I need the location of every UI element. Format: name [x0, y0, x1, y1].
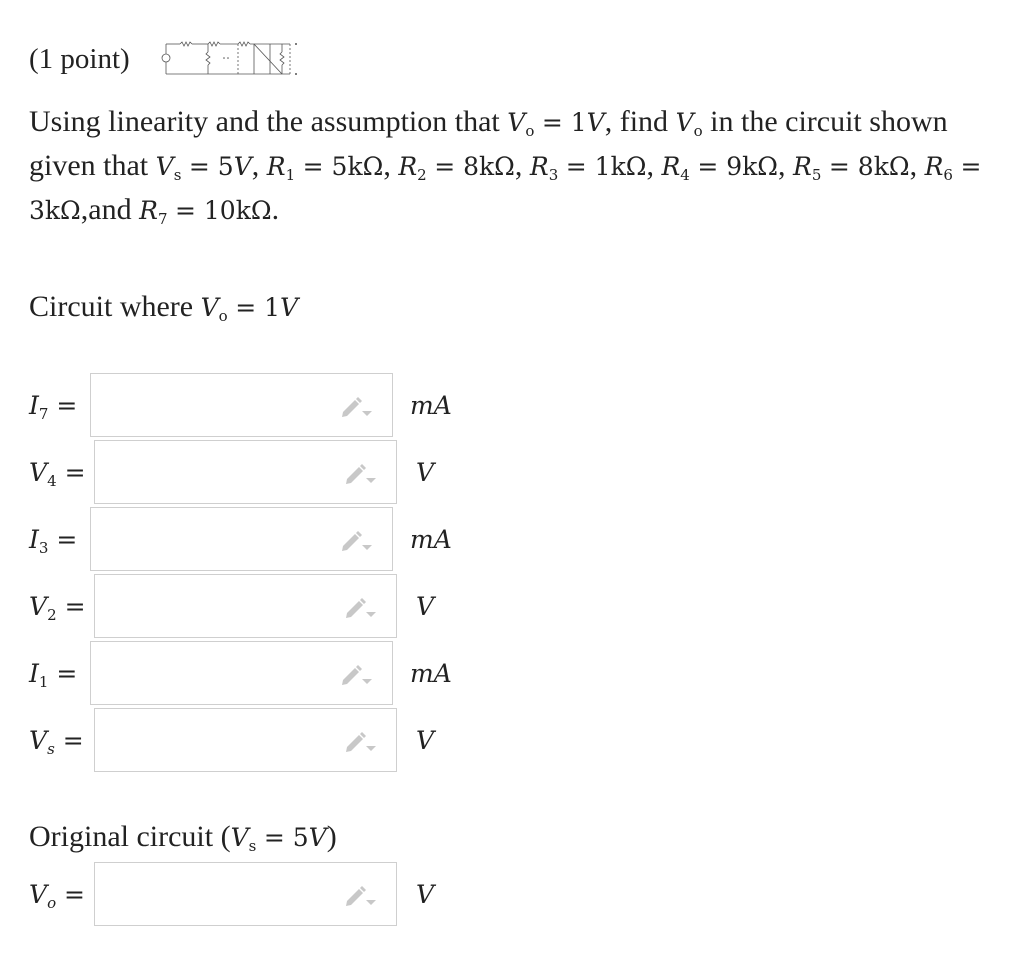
answer-input[interactable]	[90, 373, 393, 437]
vs-symbol: $V_s$	[155, 152, 182, 184]
pencil-dropdown-icon[interactable]	[340, 529, 372, 555]
r6-symbol: $R_6$	[924, 152, 953, 184]
unit-v: V	[586, 108, 605, 137]
pencil-dropdown-icon[interactable]	[344, 462, 376, 488]
answer-label: $V_4$ =	[29, 458, 86, 490]
vo-symbol: $V_o$	[507, 108, 535, 140]
pencil-dropdown-icon[interactable]	[340, 663, 372, 689]
pencil-dropdown-icon[interactable]	[340, 395, 372, 421]
vs-value: = 5	[188, 152, 234, 181]
r2-symbol: $R_2$	[398, 152, 427, 184]
answer-label: $V_s$ =	[29, 726, 84, 758]
answer-row	[0, 641, 560, 707]
r3-value: = 1kΩ	[565, 152, 647, 181]
answer-row	[0, 708, 560, 774]
points-label: (1 point)	[29, 42, 130, 75]
unit-v-2: V	[233, 152, 252, 181]
answer-unit: mA	[410, 659, 452, 688]
answer-row	[0, 373, 560, 439]
r7-value: = 10kΩ	[175, 196, 272, 225]
vo-symbol-3: $V_o$	[200, 293, 228, 325]
section-title-original: Original circuit $(V_s = 5V)$	[29, 820, 337, 855]
answer-label: $I_3$ =	[29, 525, 78, 557]
r2-value: = 8kΩ	[434, 152, 515, 181]
vs-symbol-2: $V_s$	[230, 823, 257, 855]
answer-label: $I_7$ =	[29, 391, 78, 423]
answer-unit: mA	[410, 525, 452, 554]
answer-label-vo: $V_o$ =	[29, 880, 85, 912]
r5-value: = 8kΩ	[828, 152, 910, 181]
answer-label: $V_2$ =	[29, 592, 86, 624]
answer-unit-vo: V	[416, 880, 435, 909]
r7-symbol: $R_7$	[139, 196, 168, 228]
mid-text-2: in the circuit shown given that	[29, 105, 948, 182]
r4-value: = 9kΩ	[697, 152, 779, 181]
vo-symbol-2: $V_o$	[675, 108, 703, 140]
answer-input[interactable]	[90, 507, 393, 571]
intro-text: Using linearity and the assumption that	[29, 105, 500, 138]
r4-symbol: $R_4$	[661, 152, 690, 184]
problem-header	[29, 34, 308, 84]
answer-row	[0, 507, 560, 573]
answer-row	[0, 574, 560, 640]
answer-unit: V	[416, 592, 435, 621]
r6-value: = 3kΩ	[29, 152, 982, 225]
answer-row-vo	[0, 862, 560, 928]
r1-value: = 5kΩ	[302, 152, 384, 181]
answer-row	[0, 440, 560, 506]
answer-input-vo[interactable]	[94, 862, 397, 926]
answer-label: $I_1$ =	[29, 659, 78, 691]
pencil-dropdown-icon[interactable]	[344, 596, 376, 622]
answer-unit: V	[416, 726, 435, 755]
r1-symbol: $R_1$	[266, 152, 296, 184]
answer-input[interactable]	[94, 574, 397, 638]
pencil-dropdown-icon[interactable]	[344, 884, 376, 910]
answer-input[interactable]	[90, 641, 393, 705]
pencil-dropdown-icon[interactable]	[344, 730, 376, 756]
circuit-thumbnail[interactable]	[158, 36, 308, 84]
mid-text-1: , find	[604, 105, 669, 138]
r5-symbol: $R_5$	[793, 152, 822, 184]
vo-equals: = 1	[541, 108, 587, 137]
r3-symbol: $R_3$	[529, 152, 559, 184]
answer-unit: mA	[410, 391, 452, 420]
problem-statement: Using linearity and the assumption that $V_o = 1V$, find $V_o$ in the circuit shown given that $V_s = 5V$, $R_1 = 5k\Omega$, $R_2 = 8k\Omega$, $R_3 = 1k\Omega$, $R_4 = 9k\Omega$, $R_5 = 8k\Omega$, $R_6 = 3k\Omega,and$ $R_7 = 10k\Omega$.	[29, 105, 982, 228]
answer-input[interactable]	[94, 440, 397, 504]
answer-input[interactable]	[94, 708, 397, 772]
answer-unit: V	[416, 458, 435, 487]
section-title-linearity: Circuit where $V_o = 1V$	[29, 290, 299, 325]
and-text: ,and	[80, 193, 132, 226]
